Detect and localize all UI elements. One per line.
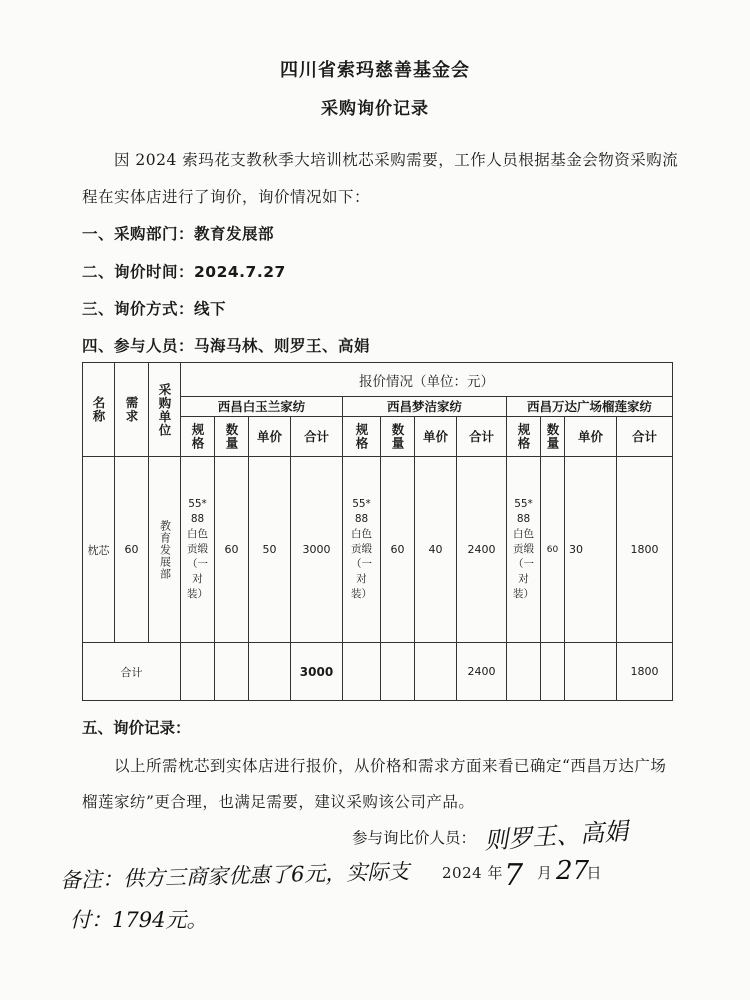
item-value: 线下 [194,300,227,318]
inquiry-method [82,297,226,319]
item-label: 三、询价方式： [82,300,195,318]
sub-header-total: 合计 [291,417,343,457]
sub-header-total: 合计 [617,417,673,457]
sub-header-spec: 规格 [343,417,381,457]
sub-header-qty: 数量 [215,417,249,457]
cell-price: 30 [565,457,617,643]
vendor-2: 西昌梦洁家纺 [343,397,507,417]
cell-spec: 55*88白色贡缎（一对装） [507,457,541,643]
cell-spec: 55*88白色贡缎（一对装） [343,457,381,643]
inquiry-time [82,260,286,282]
record-paragraph: 以上所需枕芯到实体店进行报价，从价格和需求方面来看已确定“西昌万达广场榴莲家纺”更合理，也满足需要，建议采购该公司产品。 [82,757,667,811]
cell-qty: 60 [381,457,415,643]
cell-total: 2400 [457,457,507,643]
sub-header-spec: 规格 [507,417,541,457]
quotation-table [82,362,673,701]
record-heading: 五、询价记录： [82,719,191,737]
handwritten-note-line1: 备注：供方三商家优惠了6元，实际支 [59,859,410,893]
cell-total: 1800 [617,457,673,643]
item-label: 一、采购部门： [82,225,195,243]
intro-paragraph: 因 2024 索玛花支教秋季大培训枕芯采购需要，工作人员根据基金会物资采购流程在实体店进行了询价，询价情况如下： [82,151,679,206]
cell-unit: 教育发展部 [149,457,181,643]
item-label: 二、询价时间： [82,263,195,281]
item-value: 马海马林、则罗王、高娟 [194,337,371,355]
header-demand: 需求 [115,363,149,457]
vendor-3: 西昌万达广场榴莲家纺 [507,397,673,417]
header-name: 名称 [83,363,115,457]
date-day-label: 日 [586,864,602,882]
cell-total: 3000 [291,457,343,643]
date-day-handwritten: 27 [556,856,590,886]
date-year: 2024 年 [442,864,503,882]
cell-qty: 60 [541,457,565,643]
purchase-department [82,222,274,244]
total-vendor-1: 3000 [291,643,343,701]
sub-header-total: 合计 [457,417,507,457]
cell-demand: 60 [115,457,149,643]
sub-header-price: 单价 [565,417,617,457]
sub-header-qty: 数量 [381,417,415,457]
date-month-handwritten: 7 [504,858,524,893]
cell-spec: 55*88白色贡缎（一对装） [181,457,215,643]
table-row [83,457,673,643]
cell-name: 枕芯 [83,457,115,643]
total-vendor-2: 2400 [457,643,507,701]
total-label: 合计 [83,643,181,701]
signers-signature: 则罗王、高娟 [483,817,629,855]
cell-price: 40 [415,457,457,643]
date-month-label: 月 [536,864,553,882]
header-purchase-unit: 采购单位 [149,363,181,457]
document-title: 采购询价记录 [321,99,429,119]
sub-header-spec: 规格 [181,417,215,457]
cell-qty: 60 [215,457,249,643]
signers-label: 参与询比价人员： [352,829,477,847]
vendor-1: 西昌白玉兰家纺 [181,397,343,417]
participants [82,334,370,356]
item-value: 2024.7.27 [194,263,286,281]
organization-title: 四川省索玛慈善基金会 [280,60,470,81]
item-label: 四、参与人员： [82,337,195,355]
sub-header-price: 单价 [249,417,291,457]
sub-header-price: 单价 [415,417,457,457]
cell-price: 50 [249,457,291,643]
sub-header-qty: 数量 [541,417,565,457]
item-value: 教育发展部 [194,225,275,243]
total-vendor-3: 1800 [617,643,673,701]
handwritten-note-line2: 付：1794元。 [70,908,208,932]
total-row [83,643,673,701]
header-quote: 报价情况（单位：元） [181,363,673,397]
